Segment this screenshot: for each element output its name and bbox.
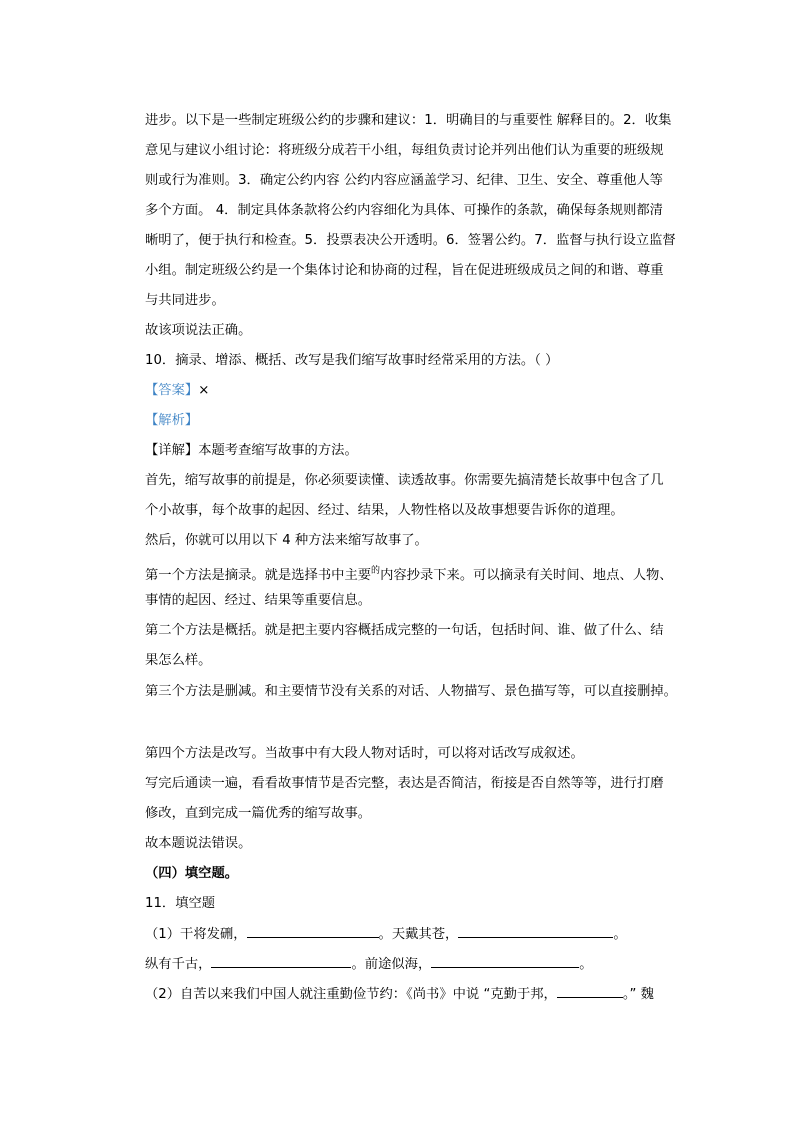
paragraph-line: 事情的起因、经过、结果等重要信息。 — [145, 593, 372, 608]
paragraph-line: 然后，你就可以用以下 4 种方法来缩写故事了。 — [145, 533, 428, 548]
detail-label: 【详解】 — [145, 443, 199, 458]
section-heading: （四）填空题。 — [145, 866, 239, 881]
paragraph-line: 第四个方法是改写。当故事中有大段人物对话时，可以将对话改写成叙述。 — [145, 746, 584, 761]
text: 。天戴其苍， — [378, 927, 459, 942]
blank-field[interactable] — [247, 925, 379, 938]
blank-field[interactable] — [458, 925, 613, 938]
text: （2）自苦以来我们中国人就注重勤俭节约：《尚书》中说 “克勤于邦， — [145, 987, 557, 1002]
text: 。” 魏 — [622, 987, 654, 1002]
conclusion-10: 故本题说法错误。 — [145, 836, 252, 851]
paragraph-line: 晰明了，便于执行和检查。5．投票表决公开透明。6．签署公约。7．监督与执行设立监督 — [145, 233, 676, 248]
paragraph-line: 个小故事，每个故事的起因、经过、结果，人物性格以及故事想要告诉你的道理。 — [145, 503, 624, 518]
question-11-title: 11．填空题 — [145, 896, 216, 911]
question-10: 10．摘录、增添、概括、改写是我们缩写故事时经常采用的方法。（ ） — [145, 353, 559, 368]
text: 。 — [579, 957, 593, 972]
paragraph-line: 修改，直到完成一篇优秀的缩写故事。 — [145, 806, 372, 821]
method-1-line — [145, 562, 673, 583]
superscript-text: 的 — [371, 566, 381, 576]
fill-blank-line-1 — [145, 925, 627, 943]
paragraph-line: 果怎么样。 — [145, 653, 212, 668]
text: 。前途似海， — [351, 957, 432, 972]
answer-value: × — [198, 383, 210, 398]
paragraph-line: 第二个方法是概括。就是把主要内容概括成完整的一句话，包括时间、谁、做了什么、结 — [145, 623, 664, 638]
text: （1）干将发硎， — [145, 927, 247, 942]
text: 纵有千古， — [145, 957, 212, 972]
method-1-part-a: 第一个方法是摘录。就是选择书中主要 — [145, 568, 372, 583]
blank-field[interactable] — [557, 985, 623, 998]
method-1-part-b: 内容抄录下来。可以摘录有关时间、地点、人物、 — [380, 568, 673, 583]
paragraph-line: 与共同进步。 — [145, 293, 225, 308]
analysis-label: 【解析】 — [145, 413, 199, 428]
answer-row — [145, 382, 209, 400]
fill-blank-line-3 — [145, 985, 654, 1003]
paragraph-line: 首先，缩写故事的前提是，你必须要读懂、读透故事。你需要先搞清楚长故事中包含了几 — [145, 473, 664, 488]
paragraph-line: 小组。制定班级公约是一个集体讨论和协商的过程，旨在促进班级成员之间的和谐、尊重 — [145, 263, 664, 278]
conclusion-9: 故该项说法正确。 — [145, 323, 252, 338]
blank-field[interactable] — [211, 955, 351, 968]
answer-label: 【答案】 — [145, 383, 199, 398]
paragraph-line: 则或行为准则。3．确定公约内容 公约内容应涵盖学习、纪律、卫生、安全、尊重他人等 — [145, 173, 663, 188]
detail-text: 本题考查缩写故事的方法。 — [198, 443, 358, 458]
fill-blank-line-2 — [145, 955, 593, 973]
paragraph-line: 进步。以下是一些制定班级公约的步骤和建议：1．明确目的与重要性 解释目的。2．收集 — [145, 113, 672, 128]
paragraph-line: 多个方面。 4．制定具体条款将公约内容细化为具体、可操作的条款，确保每条规则都清 — [145, 203, 663, 218]
paragraph-line: 意见与建议小组讨论：将班级分成若干小组，每组负责讨论并列出他们认为重要的班级规 — [145, 143, 664, 158]
blank-field[interactable] — [431, 955, 579, 968]
paragraph-line: 写完后通读一遍，看看故事情节是否完整，表达是否简洁，衔接是否自然等等，进行打磨 — [145, 776, 664, 791]
detail-row — [145, 442, 358, 460]
paragraph-line: 第三个方法是删减。和主要情节没有关系的对话、人物描写、景色描写等，可以直接删掉。 — [145, 684, 677, 699]
text: 。 — [613, 927, 627, 942]
